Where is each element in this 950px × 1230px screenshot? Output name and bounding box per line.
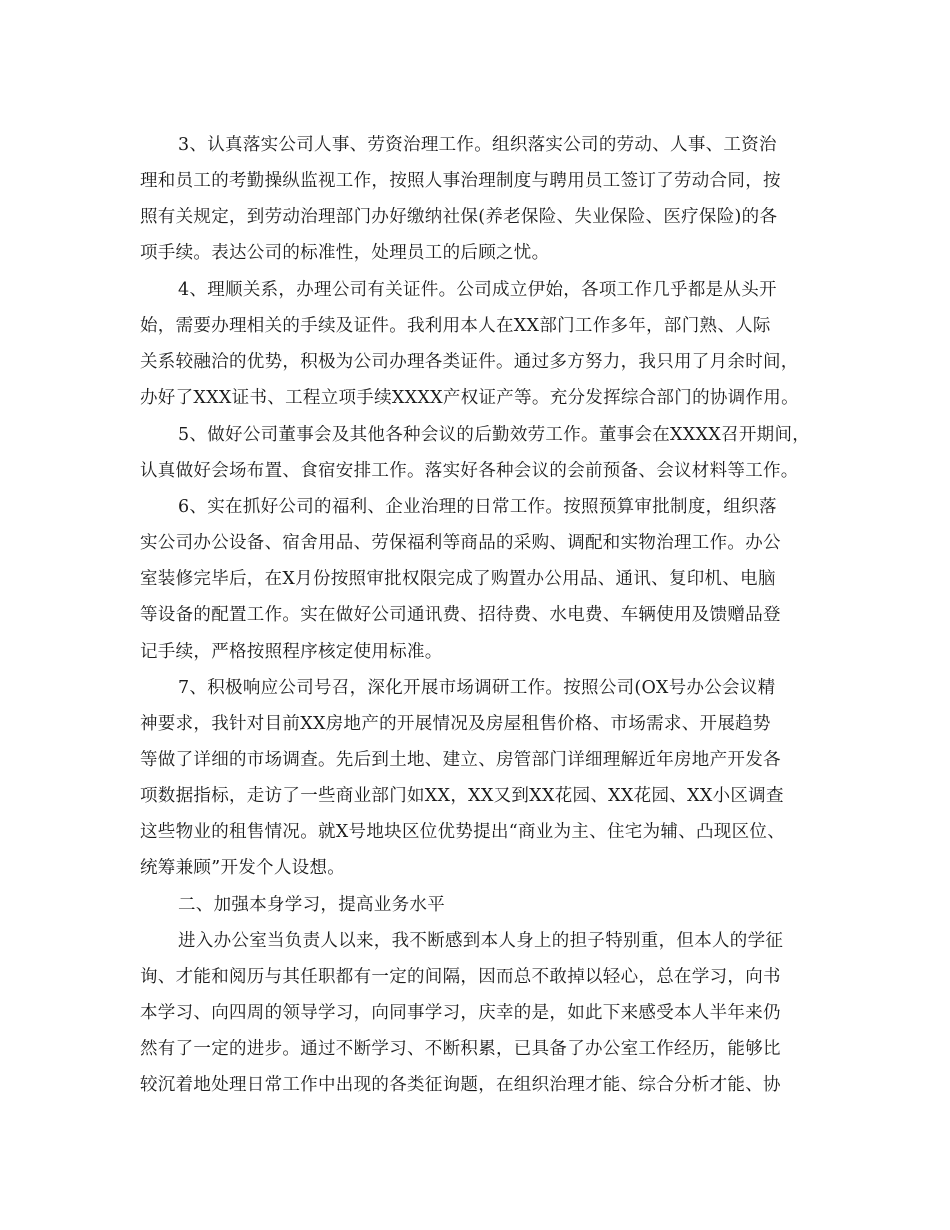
text-line: 然有了一定的进步。通过不断学习、不断积累，已具备了办公室工作经历，能够比 [140, 1039, 781, 1059]
text-line: 等做了详细的市场调查。先后到土地、建立、房管部门详细理解近年房地产开发各 [140, 750, 781, 770]
text-line: 4、理顺关系，办理公司有关证件。公司成立伊始，各项工作几乎都是从头开 [178, 280, 777, 300]
text-line: 照有关规定，到劳动治理部门办好缴纳社保(养老保险、失业保险、医疗保险)的各 [140, 207, 778, 227]
text-line: 实公司办公设备、宿舍用品、劳保福利等商品的采购、调配和实物治理工作。办公 [140, 533, 781, 553]
text-line: 项数据指标，走访了一些商业部门如XX，XX又到XX花园、XX花园、XX小区调查 [140, 786, 784, 806]
text-line: 始，需要办理相关的手续及证件。我利用本人在XX部门工作多年，部门熟、人际 [140, 316, 771, 336]
text-line: 办好了XXX证书、工程立项手续XXXX产权证产等。充分发挥综合部门的协调作用。 [140, 388, 799, 408]
text-line: 项手续。表达公司的标准性，处理员工的后顾之忧。 [140, 243, 550, 263]
text-line: 3、认真落实公司人事、劳资治理工作。组织落实公司的劳动、人事、工资治 [178, 135, 777, 155]
text-line: 较沉着地处理日常工作中出现的各类征询题，在组织治理才能、综合分析才能、协 [140, 1075, 781, 1095]
text-line: 进入办公室当负责人以来，我不断感到本人身上的担子特别重，但本人的学征 [178, 931, 784, 951]
text-line: 询、才能和阅历与其任职都有一定的间隔，因而总不敢掉以轻心，总在学习，向书 [140, 967, 781, 987]
text-line: 神要求，我针对目前XX房地产的开展情况及房屋租售价格、市场需求、开展趋势 [140, 714, 771, 734]
text-line: 理和员工的考勤操纵监视工作，按照人事治理制度与聘用员工签订了劳动合同，按 [140, 171, 781, 191]
text-line: 记手续，严格按照程序核定使用标准。 [140, 642, 443, 662]
text-line: 本学习、向四周的领导学习，向同事学习，庆幸的是，如此下来感受本人半年来仍 [140, 1003, 781, 1023]
text-line: 这些物业的租售情况。就X号地块区位优势提出“商业为主、住宅为辅、凸现区位、 [140, 822, 786, 842]
text-line: 5、做好公司董事会及其他各种会议的后勤效劳工作。董事会在XXXX召开期间， [178, 425, 811, 445]
text-line: 关系较融洽的优势，积极为公司办理各类证件。通过多方努力，我只用了月余时间， [140, 352, 799, 372]
text-line: 7、积极响应公司号召，深化开展市场调研工作。按照公司(OX号办公会议精 [178, 678, 776, 698]
text-line: 室装修完毕后，在X月份按照审批权限完成了购置办公用品、通讯、复印机、电脑 [140, 569, 776, 589]
text-line: 6、实在抓好公司的福利、企业治理的日常工作。按照预算审批制度，组织落 [178, 497, 777, 517]
section-heading: 二、加强本身学习，提高业务水平 [178, 895, 445, 915]
text-line: 等设备的配置工作。实在做好公司通讯费、招待费、水电费、车辆使用及馈赠品登 [140, 605, 781, 625]
text-line: 统筹兼顾”开发个人设想。 [140, 858, 346, 878]
text-line: 认真做好会场布置、食宿安排工作。落实好各种会议的会前预备、会议材料等工作。 [140, 461, 799, 481]
